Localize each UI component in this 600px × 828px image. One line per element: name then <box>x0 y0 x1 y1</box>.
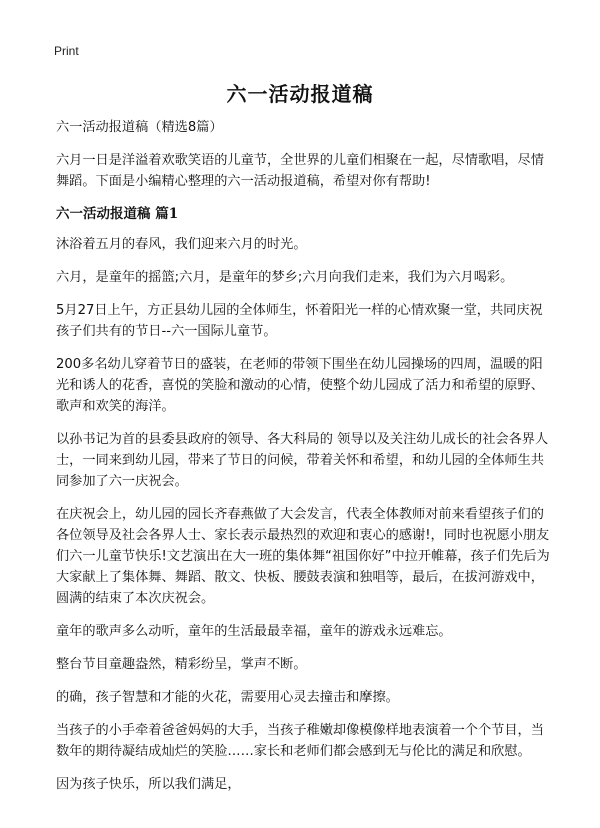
section-heading: 六一活动报道稿 篇1 <box>56 206 179 222</box>
paragraph: 整台节目童趣盎然，精彩纷呈，掌声不断。 <box>56 657 307 672</box>
paragraph: 当孩子的小手牵着爸爸妈妈的大手，当孩子稚嫩却像模像样地表演着一个个节目，当数年的期待凝结成灿烂的笑脸……家长和老师们都会感到无与伦比的满足和欣慰。 <box>56 723 544 759</box>
print-link[interactable]: Print <box>54 44 79 58</box>
paragraph: 200多名幼儿穿着节日的盛装，在老师的带领下围坐在幼儿园操场的四周，温暖的阳光和诱人的花香，喜悦的笑脸和激动的心情，使整个幼儿园成了活力和希望的原野、歌声和欢笑的海洋。 <box>56 357 544 414</box>
paragraph: 在庆祝会上，幼儿园的园长齐春燕做了大会发言，代表全体教师对前来看望孩子们的各位领导及社会各界人士、家长表示最热烈的欢迎和衷心的感谢!，同时也祝愿小朋友们六一儿童节快乐!文艺演出在大一班的集体舞“祖国你好”中拉开帷幕，孩子们先后为大家献上了集体舞、舞蹈、散文、快板、腰鼓表演和独唱等，最后，在拔河游戏中，圆满的结束了本次庆祝会。 <box>56 507 550 606</box>
document-body <box>56 117 552 795</box>
paragraph: 以孙书记为首的县委县政府的领导、各大科局的 领导以及关注幼儿成长的社会各界人士，一同来到幼儿园，带来了节日的问候，带着关怀和希望，和幼儿园的全体师生共同参加了六一庆祝会。 <box>56 432 549 489</box>
page-title: 六一活动报道稿 <box>226 82 374 106</box>
paragraph: 沐浴着五月的春风，我们迎来六月的时光。 <box>56 237 307 252</box>
intro-paragraph: 六月一日是洋溢着欢歌笑语的儿童节，全世界的儿童们相聚在一起，尽情歌唱，尽情舞蹈。下面是小编精心整理的六一活动报道稿，希望对你有帮助! <box>56 153 544 189</box>
paragraph: 因为孩子快乐，所以我们满足， <box>56 777 241 792</box>
intro-line: 六一活动报道稿（精选8篇） <box>56 120 223 135</box>
paragraph: 六月，是童年的摇篮;六月，是童年的梦乡;六月向我们走来，我们为六月喝彩。 <box>56 270 514 285</box>
paragraph: 5月27日上午，方正县幼儿园的全体师生，怀着阳光一样的心情欢聚一堂，共同庆祝孩子们共有的节日--六一国际儿童节。 <box>56 303 543 339</box>
paragraph: 童年的歌声多么动听，童年的生活最最幸福，童年的游戏永远难忘。 <box>56 624 452 639</box>
paragraph: 的确，孩子智慧和才能的火花，需要用心灵去撞击和摩擦。 <box>56 690 399 705</box>
